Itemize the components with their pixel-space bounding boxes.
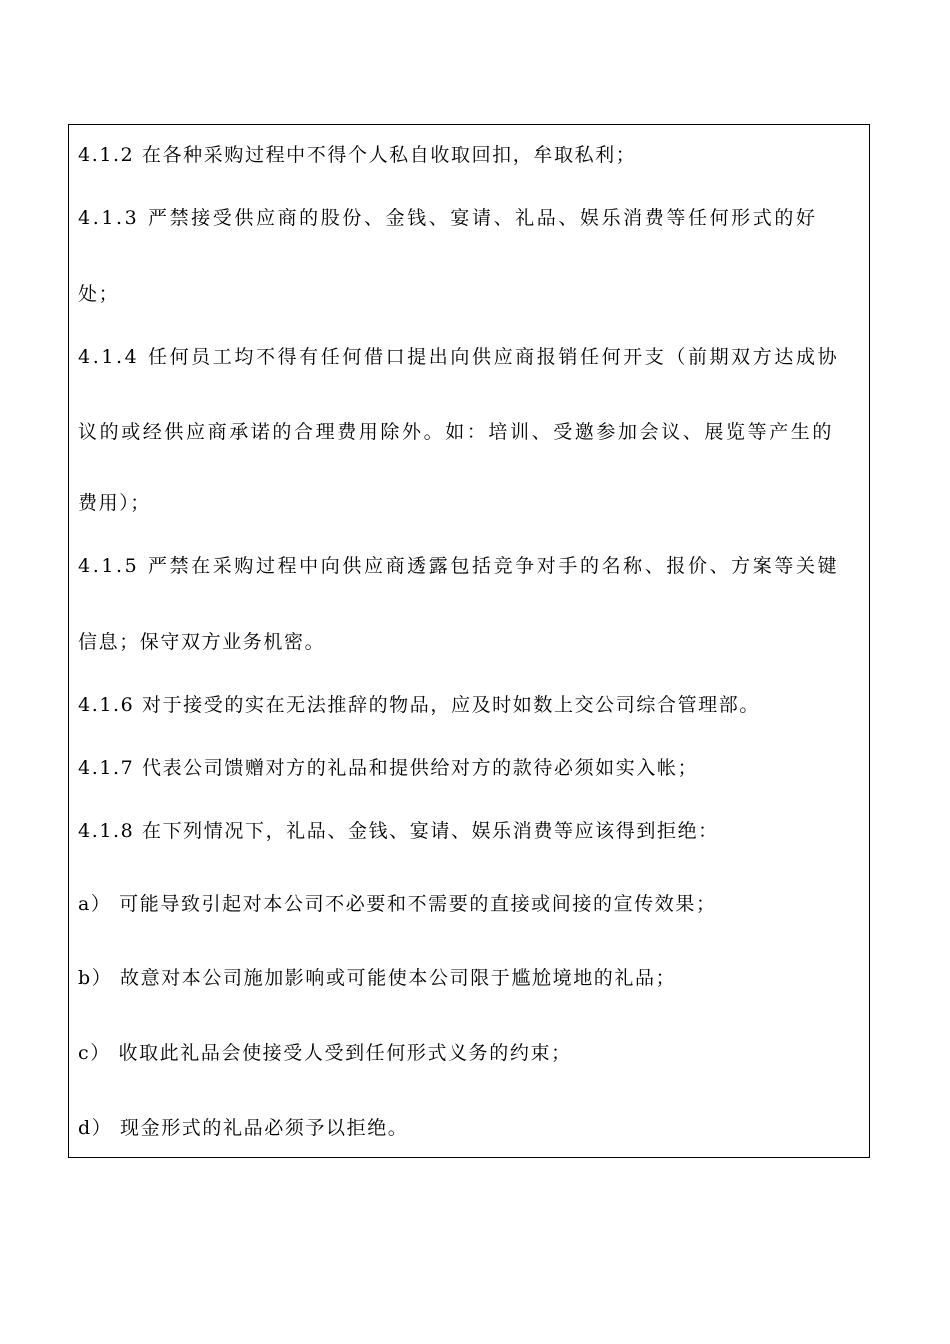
clause-4-1-5-line-2: 信息；保守双方业务机密。 xyxy=(78,631,326,653)
clause-4-1-5-line-1: 4.1.5 严禁在采购过程中向供应商透露包括竞争对手的名称、报价、方案等关键 xyxy=(78,555,840,577)
list-item-d: d） 现金形式的礼品必须予以拒绝。 xyxy=(78,1117,409,1139)
list-item-b: b） 故意对本公司施加影响或可能使本公司限于尴尬境地的礼品； xyxy=(78,967,677,989)
clause-4-1-3-line-1: 4.1.3 严禁接受供应商的股份、金钱、宴请、礼品、娱乐消费等任何形式的好 xyxy=(78,207,818,229)
clause-4-1-4-line-2: 议的或经供应商承诺的合理费用除外。如：培训、受邀参加会议、展览等产生的 xyxy=(78,421,835,443)
clause-4-1-4-line-3: 费用）； xyxy=(78,492,151,514)
clause-4-1-7: 4.1.7 代表公司馈赠对方的礼品和提供给对方的款待必须如实入帐； xyxy=(78,757,699,779)
clause-4-1-4-line-1: 4.1.4 任何员工均不得有任何借口提出向供应商报销任何开支（前期双方达成协 xyxy=(78,346,840,368)
clause-4-1-8: 4.1.8 在下列情况下，礼品、金钱、宴请、娱乐消费等应该得到拒绝： xyxy=(78,820,719,842)
list-item-c: c） 收取此礼品会使接受人受到任何形式义务的约束； xyxy=(78,1042,572,1064)
clause-4-1-3-line-2: 处； xyxy=(78,283,120,305)
clause-4-1-6: 4.1.6 对于接受的实在无法推辞的物品，应及时如数上交公司综合管理部。 xyxy=(78,694,760,716)
clause-4-1-2: 4.1.2 在各种采购过程中不得个人私自收取回扣，牟取私利； xyxy=(78,144,637,166)
list-item-a: a） 可能导致引起对本公司不必要和不需要的直接或间接的宣传效果； xyxy=(78,893,717,915)
